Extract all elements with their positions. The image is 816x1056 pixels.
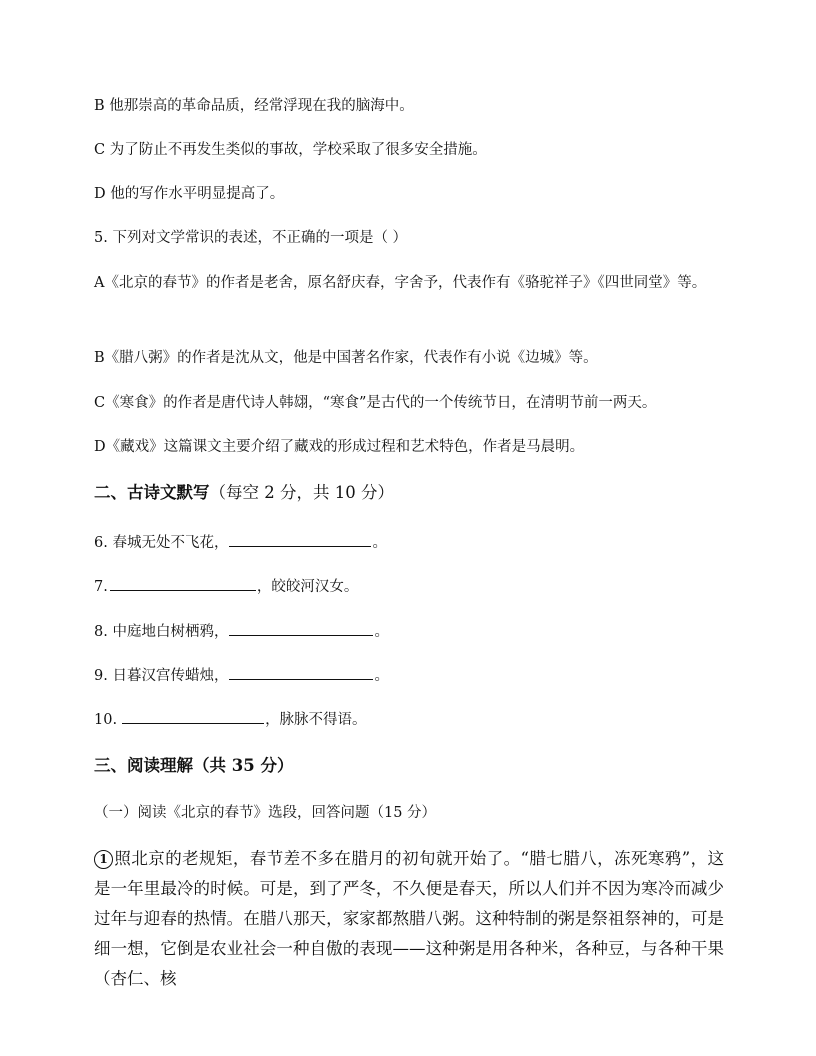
question-7-prefix: 7. [94,579,108,595]
question-8-suffix: 。 [374,624,389,640]
question-9-prefix: 9. 日暮汉宫传蜡烛， [94,668,229,684]
answer-blank[interactable] [229,532,371,547]
question-5-option-d: D《藏戏》这篇课文主要介绍了藏戏的形成过程和艺术特色，作者是马晨明。 [94,439,585,455]
section-3-heading [94,755,293,777]
section-3-score: （共 35 分） [193,756,294,775]
option-c-text: C 为了防止不再发生类似的事故，学校采取了很多安全措施。 [94,142,487,158]
question-5-stem: 5. 下列对文学常识的表述，不正确的一项是（ ） [94,230,408,246]
question-7 [94,576,358,597]
question-9-suffix: 。 [374,668,389,684]
question-10-prefix: 10. [94,712,118,728]
reading-sub-heading: （一）阅读《北京的春节》选段，回答问题（15 分） [94,805,437,821]
question-8 [94,621,389,642]
question-9 [94,665,389,686]
paragraph-number-badge: 1 [94,850,113,869]
option-d-text: D 他的写作水平明显提高了。 [94,186,285,202]
question-6-suffix: 。 [372,535,387,551]
question-10-suffix: ，脉脉不得语。 [265,712,367,728]
question-5-option-c: C《寒食》的作者是唐代诗人韩翃，“寒食”是古代的一个传统节日，在清明节前一两天。 [94,395,657,411]
answer-blank[interactable] [122,709,264,724]
answer-blank[interactable] [110,576,256,591]
answer-blank[interactable] [229,665,373,680]
question-8-prefix: 8. 中庭地白树栖鸦， [94,624,229,640]
question-6 [94,532,387,553]
section-2-score: （每空 2 分，共 10 分） [209,483,394,502]
reading-passage [94,844,724,994]
question-5-option-a: A《北京的春节》的作者是老舍，原名舒庆春，字舍予，代表作有《骆驼祥子》《四世同堂》等。 [94,275,707,291]
question-7-suffix: ，皎皎河汉女。 [256,579,359,595]
answer-blank[interactable] [229,621,373,636]
option-b-text: B 他那崇高的革命品质，经常浮现在我的脑海中。 [94,98,414,114]
section-2-heading [94,482,394,504]
question-6-prefix: 6. 春城无处不飞花， [94,535,229,551]
question-5-option-b: B《腊八粥》的作者是沈从文，他是中国著名作家，代表作有小说《边城》等。 [94,350,598,366]
section-3-title: 三、阅读理解 [94,756,193,775]
question-10 [94,709,367,730]
passage-text: 照北京的老规矩，春节差不多在腊月的初旬就开始了。“腊七腊八，冻死寒鸦”，这是一年里最冷的时候。可是，到了严冬，不久便是春天，所以人们并不因为寒冷而减少过年与迎春的热情。在腊八那天，家家都熬腊八粥。这种特制的粥是祭祖祭神的，可是细一想，它倒是农业社会一种自傲的表现——这种粥是用各种米，各种豆，与各种干果（杏仁、核 [94,849,724,988]
section-2-title: 二、古诗文默写 [94,483,210,502]
